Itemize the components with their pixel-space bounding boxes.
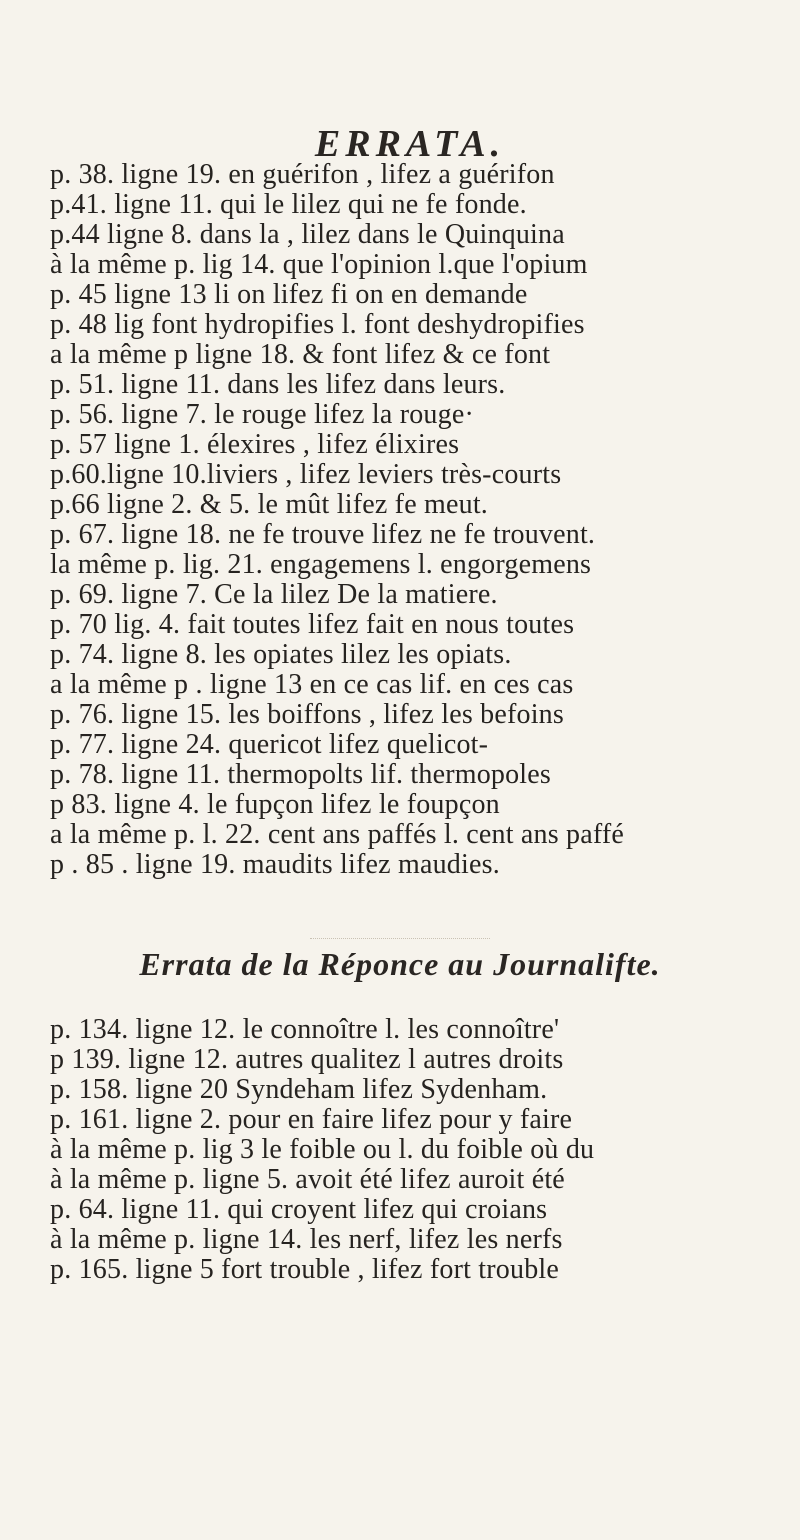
errata-line: p 83. ligne 4. le fupçon lifez le foupçon (50, 790, 500, 820)
reponse-errata-line: p 139. ligne 12. autres qualitez l autres droits (50, 1045, 564, 1075)
errata-line: a la même p ligne 18. & font lifez & ce font (50, 340, 551, 370)
errata-line: p. 77. ligne 24. quericot lifez quelicot- (50, 730, 489, 760)
errata-line: p. 76. ligne 15. les boiffons , lifez les befoins (50, 700, 564, 730)
errata-line: p. 57 ligne 1. élexires , lifez élixires (50, 430, 460, 460)
errata-line: p. 69. ligne 7. Ce la lilez De la matiere. (50, 580, 498, 610)
reponse-errata-line: à la même p. ligne 5. avoit été lifez auroit été (50, 1165, 565, 1195)
errata-line: p.41. ligne 11. qui le lilez qui ne fe fonde. (50, 190, 527, 220)
errata-title: ERRATA. (314, 123, 506, 165)
reponse-errata-line: p. 165. ligne 5 fort trouble , lifez fort trouble (50, 1255, 560, 1285)
reponse-errata-title: Errata de la Réponce au Journalifte. (139, 946, 661, 982)
errata-line: p. 45 ligne 13 li on lifez fi on en demande (50, 280, 528, 310)
errata-line: p. 56. ligne 7. le rouge lifez la rouge· (50, 400, 474, 430)
reponse-errata-line: à la même p. ligne 14. les nerf, lifez les nerfs (50, 1225, 563, 1255)
errata-line: p. 74. ligne 8. les opiates lilez les opiats. (50, 640, 512, 670)
reponse-errata-line: à la même p. lig 3 le foible ou l. du foible où du (50, 1135, 595, 1165)
errata-line: a la même p. l. 22. cent ans paffés l. cent ans paffé (50, 820, 625, 850)
errata-list (50, 160, 770, 880)
errata-line: a la même p . ligne 13 en ce cas lif. en ces cas (50, 670, 574, 700)
errata-line: p.44 ligne 8. dans la , lilez dans le Quinquina (50, 220, 565, 250)
reponse-errata-line: p. 134. ligne 12. le connoître l. les connoître' (50, 1015, 560, 1045)
section-divider (310, 938, 490, 939)
reponse-errata-list (50, 1015, 770, 1285)
errata-line: p . 85 . ligne 19. maudits lifez maudies. (50, 850, 500, 880)
errata-line: p. 51. ligne 11. dans les lifez dans leurs. (50, 370, 506, 400)
errata-line: p. 67. ligne 18. ne fe trouve lifez ne fe trouvent. (50, 520, 596, 550)
errata-line: p.66 ligne 2. & 5. le mût lifez fe meut. (50, 490, 489, 520)
reponse-errata-line: p. 158. ligne 20 Syndeham lifez Sydenham. (50, 1075, 548, 1105)
errata-line: à la même p. lig 14. que l'opinion l.que l'opium (50, 250, 588, 280)
errata-line: p. 78. ligne 11. thermopolts lif. thermopoles (50, 760, 552, 790)
errata-line: la même p. lig. 21. engagemens l. engorgemens (50, 550, 592, 580)
reponse-errata-line: p. 161. ligne 2. pour en faire lifez pour y faire (50, 1105, 573, 1135)
errata-line: p. 70 lig. 4. fait toutes lifez fait en nous toutes (50, 610, 575, 640)
errata-line: p. 48 lig font hydropifies l. font deshydropifies (50, 310, 585, 340)
errata-line: p.60.ligne 10.liviers , lifez leviers très-courts (50, 460, 562, 490)
errata-line: p. 38. ligne 19. en guérifon , lifez a guérifon (50, 160, 555, 190)
reponse-errata-line: p. 64. ligne 11. qui croyent lifez qui croians (50, 1195, 548, 1225)
